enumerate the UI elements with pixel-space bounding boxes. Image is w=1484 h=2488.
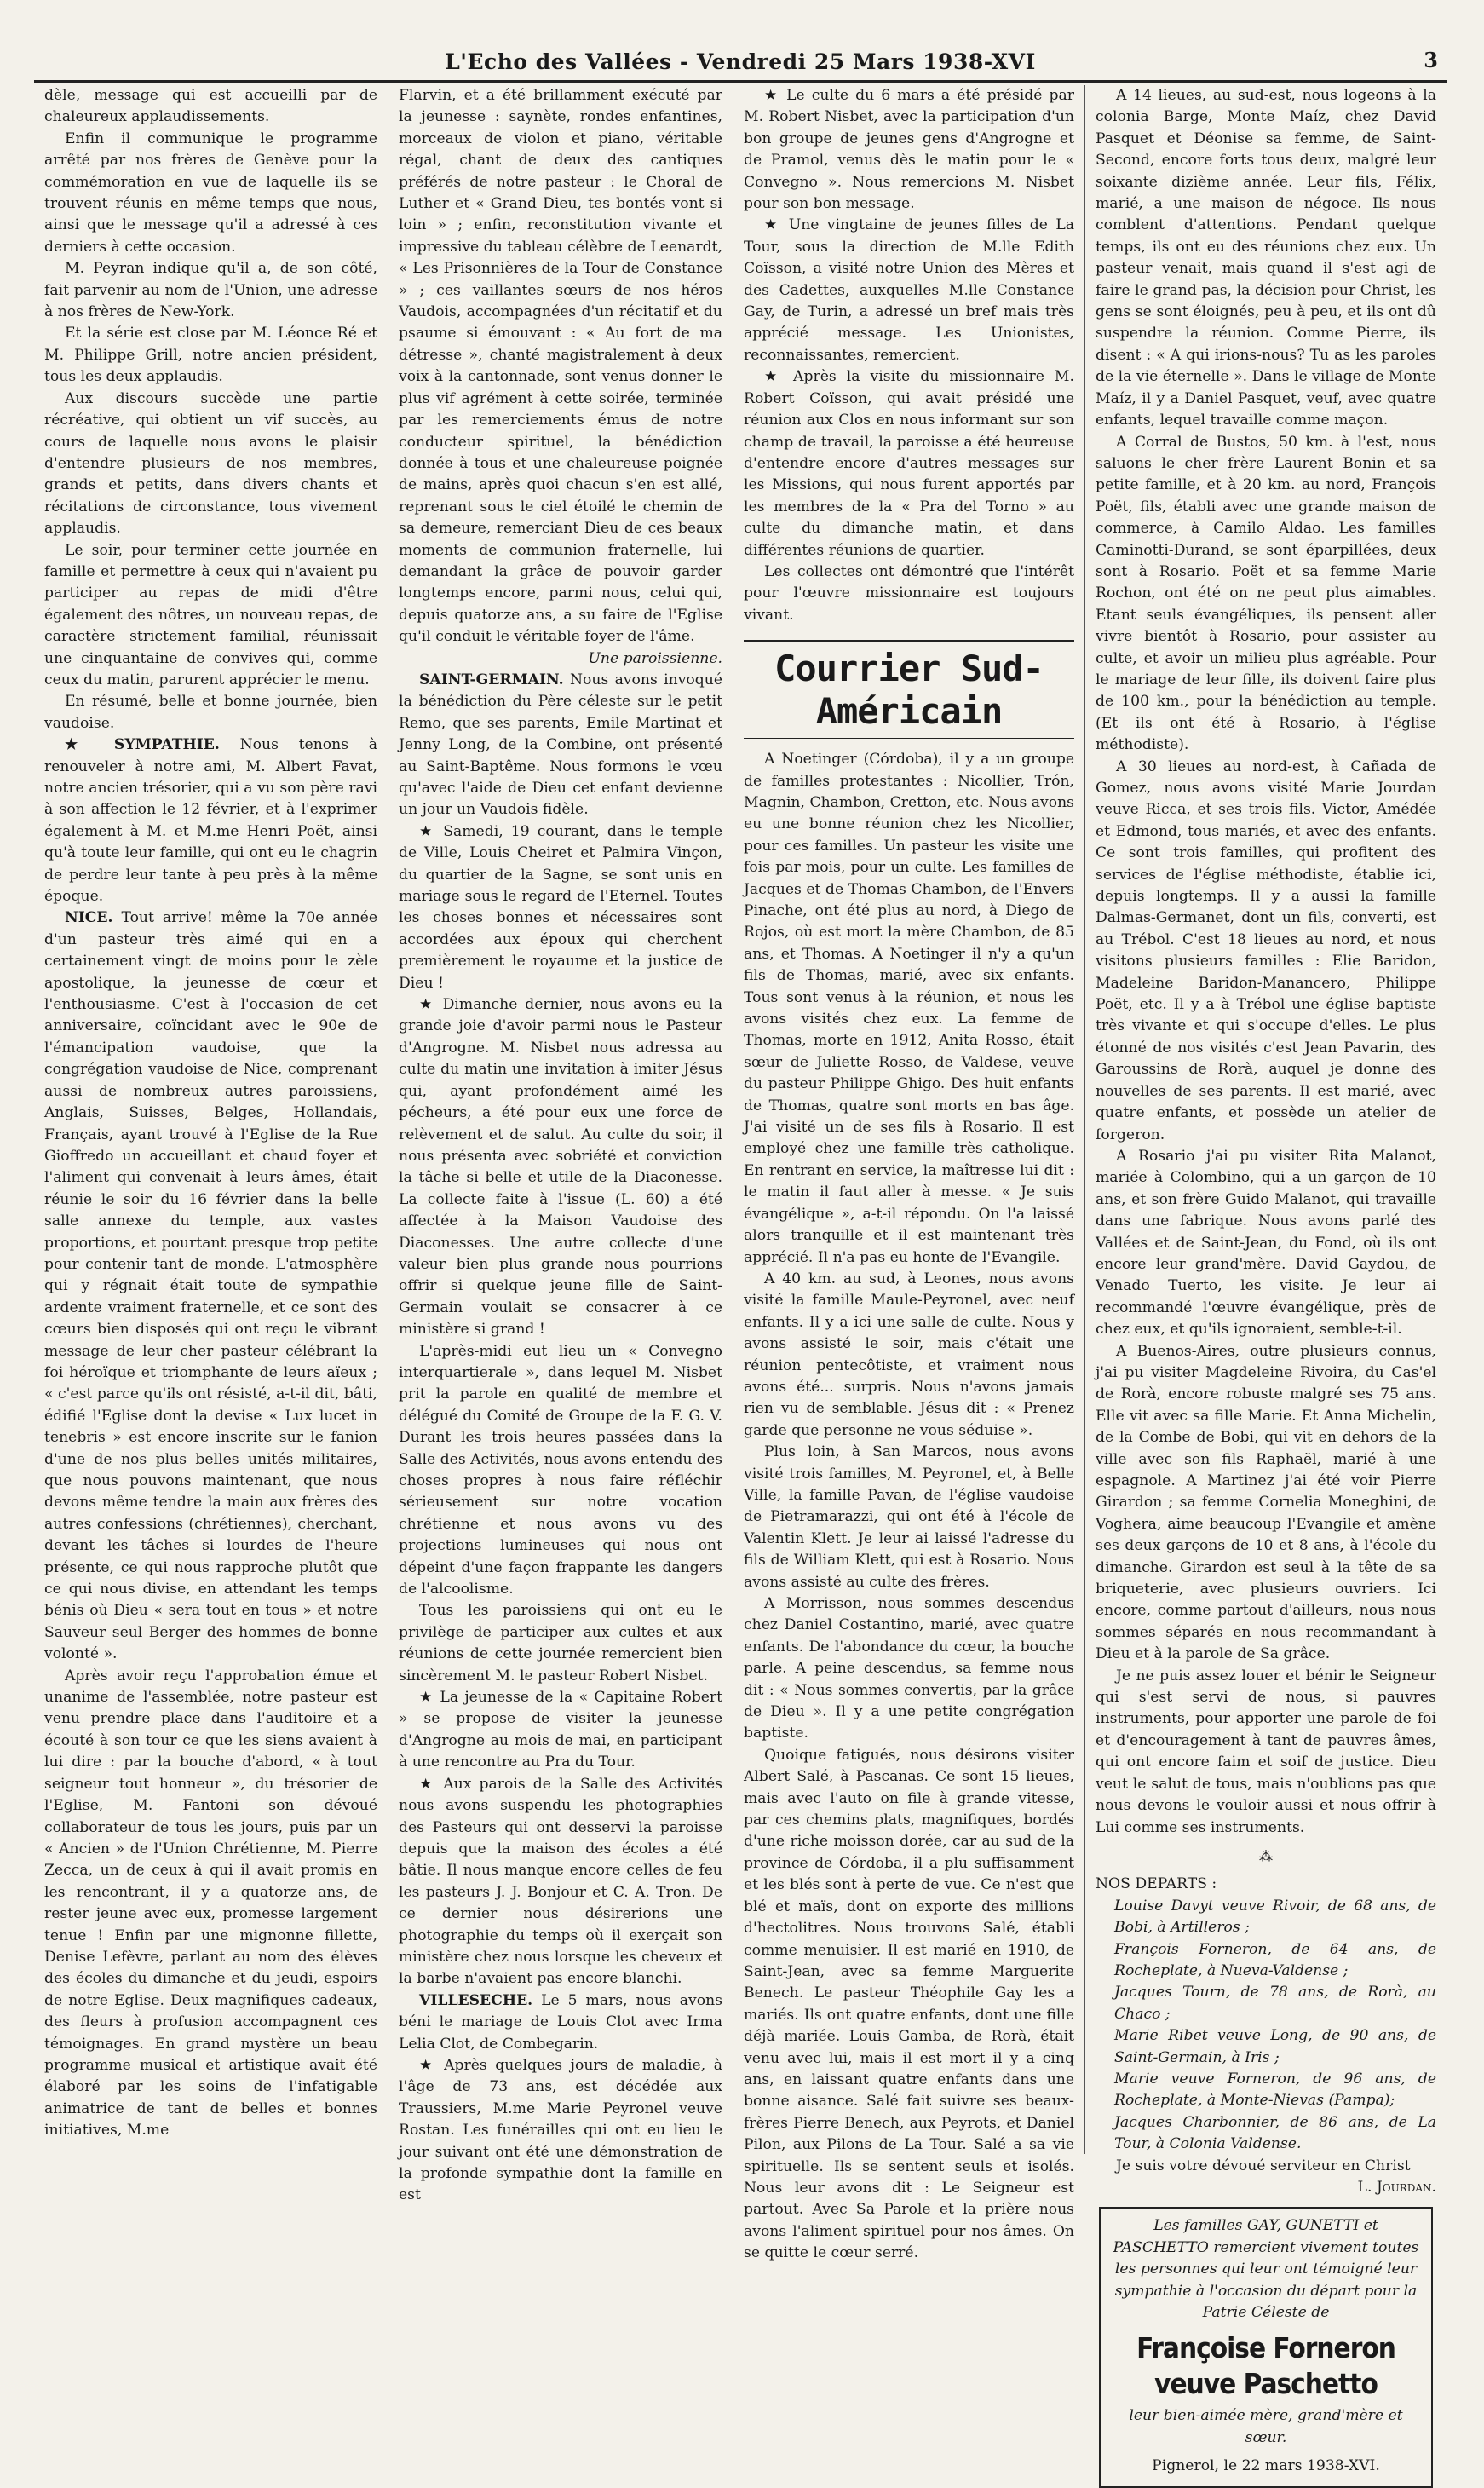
paragraph xyxy=(399,1990,722,2055)
departure-item: François Forneron, de 64 ans, de Rocheplate, à Nueva-Valdense ; xyxy=(1114,1940,1436,1979)
paragraph: Enfin il communique le programme arrêté par nos frères de Genève pour la commémoration en vue de laquelle ils se trouvent réunis en même temps que nous, ainsi que le message qu'il a adressé à ces derniers à cette occasion. xyxy=(44,130,377,256)
departure-item: Jacques Charbonnier, de 86 ans, de La Tour, à Colonia Valdense. xyxy=(1114,2113,1436,2153)
paragraph: Quoique fatigués, nous désirons visiter Albert Salé, à Pascanas. Ce sont 15 lieues, mais avec l'auto on file à grande vitesse, par ces chemins plats, magnifiques, bordés d'une riche moisson dorée, car au sud de la province de Córdoba, il a plu suffisamment et les blés sont à perte de vue. Ce n'est que blé et maïs, dont on exporte des millions d'hectolitres. Nous trouvons Salé, établi comme menuisier. Il est marié en 1910, de Saint-Jean, avec sa femme Marguerite Benech. Le pasteur Théophile Gay les a mariés. Ils ont quatre enfants, dont une fille déjà mariée. Louis Gamba, de Rorà, était venu avec lui, mais il est mort il y a cinq ans, en laissant quatre enfants dans une bonne aisance. Salé fait suivre ses beaux-frères Pierre Benech, aux Peyrots, et Daniel Pilon, aux Pilons de La Tour. Salé a sa vie spirituelle. Ils se sentent seuls et isolés. Nous leur avons dit : Le Seigneur est partout. Avec Sa Parole et la prière nous avons l'aliment spirituel pour nos âmes. On se quitte le cœur serré. xyxy=(744,1746,1074,2262)
paragraph: A 40 km. au sud, à Leones, nous avons visité la famille Maule-Peyronel, avec neuf enfants. Il y a ici une salle de culte. Nous y avons assisté le soir, mais c'était une réunion pentecôtiste, et vraiment nous avons été... surpris. Nous n'avons jamais rien vu de semblable. Jésus dit : « Prenez garde que personne ne vous séduise ». xyxy=(744,1270,1074,1439)
column-3 xyxy=(733,85,1084,2262)
paragraph: En résumé, belle et bonne journée, bien vaudoise. xyxy=(44,693,377,732)
notice-subtitle: leur bien-aimée mère, grand'mère et sœur. xyxy=(1129,2407,1403,2446)
paragraph-text: Le 5 mars, nous avons béni le mariage de Louis Clot avec Irma Lelia Clot, de Combegarin. xyxy=(399,1991,722,2053)
paragraph: M. Peyran indique qu'il a, de son côté, fait parvenir au nom de l'Union, une adresse à nos frères de New-York. xyxy=(44,260,377,321)
notice-place-date: Pignerol, le 22 mars 1938-XVI. xyxy=(1152,2457,1380,2475)
obituary-notice xyxy=(1099,2207,1433,2487)
section-heading: SAINT-GERMAIN. xyxy=(419,671,564,688)
paragraph: ★ La jeunesse de la « Capitaine Robert » se propose de visiter la jeunesse d'Angrogne au mois de mai, en participant à une rencontre au Pra du Tour. xyxy=(399,1689,722,1771)
masthead xyxy=(34,44,1447,83)
paragraph xyxy=(44,907,377,1665)
paragraph: Les collectes ont démontré que l'intérêt pour l'œuvre missionnaire est toujours vivant. xyxy=(744,562,1074,624)
paragraph: Je ne puis assez louer et bénir le Seigneur qui s'est servi de nous, si pauvres instruments, pour apporter une parole de foi et d'encouragement à tant de pauvres âmes, qui ont encore faim et soif de justice. Dieu veut le salut de tous, mais n'oublions pas que nous devons le vouloir aussi et nous offrir à Lui comme ses instruments. xyxy=(1096,1667,1436,1836)
paragraph: ★ Samedi, 19 courant, dans le temple de Ville, Louis Cheiret et Palmira Vinçon, du quartier de la Sagne, se sont unis en mariage sous le regard de l'Eternel. Toutes les choses bonnes et nécessaires sont accordées aux époux qui cherchent premièrement le royaume et la justice de Dieu ! xyxy=(399,822,722,992)
paragraph: A Morrisson, nous sommes descendus chez Daniel Costantino, marié, avec quatre enfants. De l'abondance du cœur, la bouche parle. A peine descendus, sa femme nous dit : « Nous sommes convertis, par la grâce de Dieu ». Il y a une petite congrégation baptiste. xyxy=(744,1595,1074,1742)
column-2 xyxy=(388,85,733,2204)
departure-item: Marie Ribet veuve Long, de 90 ans, de Saint-Germain, à Iris ; xyxy=(1114,2027,1436,2066)
departures-title: NOS DEPARTS : xyxy=(1096,1875,1217,1893)
departure-item: Marie veuve Forneron, de 96 ans, de Rocheplate, à Monte-Nievas (Pampa); xyxy=(1114,2070,1436,2110)
paragraph: A 14 lieues, au sud-est, nous logeons à la colonia Barge, Monte Maíz, chez David Pasquet et Déonise sa femme, de Saint-Second, encore forts tous deux, malgré leur soixante dizième année. Leur fils, Félix, marié, a une maison de négoce. Ils nous comblent d'attentions. Pendant quelque temps, ils ont eu des réunions chez eux. Un pasteur venait, mais quand il s'est agi de faire le grand pas, la décision pour Christ, les gens se sont éloignés, peu à peu, et ils ont dû suspendre la réunion. Comme Pierre, ils disent : « A qui irions-nous? Tu as les paroles de la vie éternelle ». Dans le village de Monte Maíz, il y a Daniel Pasquet, veuf, avec quatre enfants, lequel travaille comme maçon. xyxy=(1096,87,1436,429)
paragraph: ★ Après la visite du missionnaire M. Robert Coïsson, qui avait présidé une réunion aux Clos en nous informant sur son champ de travail, la paroisse a été heureuse d'entendre encore d'autres messages sur les Missions, qui nous furent apportés par les membres de la « Pra del Torno » au culte du dimanche matin, et dans différentes réunions de quartier. xyxy=(744,368,1074,559)
paragraph: A Rosario j'ai pu visiter Rita Malanot, mariée à Colombino, qui a un garçon de 10 ans, et son frère Guido Malanot, qui travaille dans une fabrique. Nous avons parlé des Vallées et de Saint-Jean, du Fond, où ils ont encore leur grand'mère. David Gaydou, de Venado Tuerto, les visite. Je leur ai recommandé l'œuvre évangélique, près de chez eux, et qu'ils ignoraient, semble-t-il. xyxy=(1096,1147,1436,1339)
asterism-divider: ⁂ xyxy=(1259,1847,1273,1864)
paragraph: A Noetinger (Córdoba), il y a un groupe de familles protestantes : Nicollier, Trón, Magnin, Chambon, Cretton, etc. Nous avons eu une bonne réunion chez les Nicollier, pour ces familles. Un pasteur les visite une fois par mois, pour un culte. Les familles de Jacques et de Thomas Chambon, de l'Envers Pinache, ont été plus au nord, à Diego de Rojos, où est mort la mère Chambon, de 85 ans, et Thomas. A Noetinger il n'y a qu'un fils de Thomas, marié, avec six enfants. Tous sont venus à la réunion, et nous les avons visités chez eux. La femme de Thomas, morte en 1912, Anita Rosso, était sœur de Juliette Rosso, de Valdese, veuve du pasteur Philippe Ghigo. Des huit enfants de Thomas, quatre sont morts en bas âge. J'ai visité un de ses fils à Rosario. Il est employé chez une famille très catholique. En rentrant en service, la maîtresse lui dit : le matin il faut aller à messe. « Je suis évangélique », a-t-il répondu. On l'a laissé alors tranquille et il est maintenant très apprécié. Il n'a pas eu honte de l'Evangile. xyxy=(744,751,1074,1266)
closing-line: Je suis votre dévoué serviteur en Christ xyxy=(1116,2157,1411,2174)
paragraph: ★ Une vingtaine de jeunes filles de La Tour, sous la direction de M.lle Edith Coïsson, a visité notre Union des Mères et des Cadettes, auxquelles M.lle Constance Gay, de Turin, a adressé un bref mais très apprécié message. Les Unionistes, reconnaissantes, remercient. xyxy=(744,216,1074,364)
page-number: 3 xyxy=(1424,48,1438,72)
newspaper-title: L'Echo des Vallées - Vendredi 25 Mars 1938-XVI xyxy=(445,49,1036,74)
signature: L. Jourdan. xyxy=(1357,2179,1436,2196)
paragraph: L'après-midi eut lieu un « Convegno interquartierale », dans lequel M. Nisbet prit la parole en qualité de membre et délégué du Comité de Groupe de la F. G. V. Durant les trois heures passées dans la Salle des Activités, nous avons entendu des choses propres à nous faire réfléchir sérieusement sur notre vocation chrétienne et nous avons vu des projections lumineuses qui nous ont dépeint d'une façon frappante les dangers de l'alcoolisme. xyxy=(399,1342,722,1598)
section-heading: ★ SYMPATHIE. xyxy=(65,736,220,754)
paragraph: ★ Dimanche dernier, nous avons eu la grande joie d'avoir parmi nous le Pasteur d'Angrogne. M. Nisbet nous adressa au culte du matin une invitation à imiter Jésus qui, ayant profondément aimé les pécheurs, a été pour eux une force de relèvement et de salut. Au culte du soir, il nous présenta avec sobriété et conviction la tâche si belle et utile de la Diaconesse. La collecte faite à l'issue (L. 60) a été affectée à la Maison Vaudoise des Diaconesses. Une autre collecte d'une valeur bien plus grande nous pourrions offrir si quelque jeune fille de Saint-Germain voulait se consacrer à ce ministère si grand ! xyxy=(399,996,722,1339)
notice-name: Françoise Forneron veuve Paschetto xyxy=(1136,2331,1395,2401)
paragraph: Le soir, pour terminer cette journée en famille et permettre à ceux qui n'avaient pu participer au repas de midi d'être également des nôtres, un nouveau repas, de caractère strictement familial, réunissait une cinquantaine de convives qui, comme ceux du matin, parurent apprécier le menu. xyxy=(44,541,377,688)
paragraph: Flarvin, et a été brillamment exécuté par la jeunesse : saynète, rondes enfantines, morceaux de violon et piano, véritable régal, chant de deux des cantiques préférés de notre pasteur : le Choral de Luther et « Grand Dieu, tes bontés vont si loin » ; enfin, reconstitution vivante et impressive du tableau célèbre de Leenardt, « Les Prisonnières de la Tour de Constance » ; ces vaillantes sœurs de nos héros Vaudois, accompagnées d'un récitatif et du psaume si émouvant : « Au fort de ma détresse », chanté magistralement à deux voix à la cantonnade, sont venus donner le plus vif agrément à cette soirée, terminée par les remerciements émus de notre conducteur spirituel, la bénédiction donnée à tous et une chaleureuse poignée de mains, après quoi chacun s'en est allé, reprenant sous le ciel étoilé le chemin de sa demeure, remerciant Dieu de ces beaux moments de communion fraternelle, lui demandant la grâce de pouvoir garder longtemps encore, parmi nous, celui qui, depuis quatorze ans, a su faire de l'Eglise qu'il conduit le véritable foyer de l'âme. xyxy=(399,87,722,646)
paragraph: ★ Le culte du 6 mars a été présidé par M. Robert Nisbet, avec la participation d'un bon groupe de jeunes gens d'Angrogne et de Pramol, venus dès le matin pour le « Convegno ». Nous remercions M. Nisbet pour son bon message. xyxy=(744,87,1074,213)
paragraph xyxy=(399,670,722,821)
section-heading: VILLESECHE. xyxy=(419,1991,533,2009)
article-columns xyxy=(34,85,1447,2475)
paragraph: A Buenos-Aires, outre plusieurs connus, j'ai pu visiter Magdeleine Rivoira, du Cas'el de Rorà, encore robuste malgré ses 75 ans. Elle vit avec sa fille Marie. Et Anna Michelin, de la Combe de Bobi, qui vit en dehors de la ville avec son fils Raphaël, marié à une espagnole. A Martinez j'ai été voir Pierre Girardon ; sa femme Cornelia Moneghini, de Voghera, aime beaucoup l'Evangile et amène ses deux garçons de 10 et 8 ans, à l'école du dimanche. Girardon est seul à la tête de sa briqueterie, avec plusieurs ouvriers. Ici encore, comme partout d'ailleurs, nous nous sommes séparés en nous recommandant à Dieu et à la parole de Sa grâce. xyxy=(1096,1342,1436,1663)
notice-text: Les familles GAY, GUNETTI et PASCHETTO remercient vivement toutes les personnes qui leur ont témoigné leur sympathie à l'occasion du départ pour la Patrie Céleste de xyxy=(1113,2217,1419,2322)
signature: Une paroissienne. xyxy=(588,649,722,667)
paragraph-text: Nous tenons à renouveler à notre ami, M. Albert Favat, notre ancien trésorier, qui a vu son père ravi à son affection le 12 février, et à l'exprimer également à M. et M.me Henri Poët, ainsi qu'à toute leur famille, qui ont eu le chagrin de perdre leur tante à peu près à la même époque. xyxy=(44,736,378,906)
departures-list xyxy=(1096,1874,1436,2155)
paragraph: dèle, message qui est accueilli par de chaleureux applaudissements. xyxy=(44,87,377,126)
section-heading: NICE. xyxy=(65,909,113,927)
section-title: Courrier Sud-Américain xyxy=(774,648,1044,733)
paragraph xyxy=(44,734,377,907)
paragraph-text: Nous avons invoqué la bénédiction du Père céleste sur le petit Remo, que ses parents, Emile Martinat et Jenny Long, de la Combine, ont présenté au Saint-Baptême. Nous formons le vœu qu'avec l'aide de Dieu cet enfant devienne un jour un Vaudois fidèle. xyxy=(399,671,722,819)
paragraph: Aux discours succède une partie récréative, qui obtient un vif succès, au cours de laquelle nous avons le plaisir d'entendre plusieurs de nos membres, grands et petits, dans divers chants et récitations de circonstance, tous vivement applaudis. xyxy=(44,389,377,538)
paragraph: Et la série est close par M. Léonce Ré et M. Philippe Grill, notre ancien président, tous les deux applaudis. xyxy=(44,325,377,386)
departure-item: Jacques Tourn, de 78 ans, de Rorà, au Chaco ; xyxy=(1114,1984,1436,2023)
paragraph-text: Tout arrive! même la 70e année d'un pasteur très aimé qui en a certainement vingt de moins pour le zèle apostolique, la jeunesse de cœur et l'enthousiasme. C'est à l'occasion de cet anniversaire, coïncidant avec le 90e de l'émancipation vaudoise, que la congrégation vaudoise de Nice, comprenant aussi de nombreux autres paroissiens, Anglais, Suisses, Belges, Hollandais, Français, ayant trouvé à l'Eglise de la Rue Gioffredo un accueillant et chaud foyer et l'aliment qui convenait à leurs âmes, était réunie le soir du 16 février dans la belle salle annexe du temple, aux vastes proportions, et pourtant presque trop petite pour contenir tant de monde. L'atmosphère qui y régnait était toute de sympathie ardente vraiment fraternelle, et ce sont des cœurs bien disposés qui ont reçu le vibrant message de leur cher pasteur célébrant la foi héroïque et triomphante de leurs aïeux ; « c'est parce qu'ils ont résisté, a-t-il dit, bâti, édifié l'Eglise dont la devise « Lux lucet in tenebris » est encore inscrite sur le fanion d'une de nos plus belles unités militaires, que nous pouvons maintenant, que nous devons même tendre la main aux frères des autres confessions (chrétiennes), cherchant, devant les tâches si lourdes de l'heure présente, ce qui nous rapproche plutôt que ce qui nous divise, en attendant les temps bénis où Dieu « sera tout en tous » et notre Sauveur seul Berger des hommes de bonne volonté ». xyxy=(44,909,377,1663)
section-title-box xyxy=(744,640,1074,739)
paragraph: Plus loin, à San Marcos, nous avons visité trois familles, M. Peyronel, et, à Belle Ville, la famille Pavan, de l'église vaudoise de Pietramarazzi, qui ont été à l'école de Valentin Klett. Je leur ai laissé l'adresse du fils de William Klett, qui est à Rosario. Nous avons assisté au culte des frères. xyxy=(744,1443,1074,1591)
column-1 xyxy=(34,85,388,2154)
paragraph: A Corral de Bustos, 50 km. à l'est, nous saluons le cher frère Laurent Bonin et sa petite famille, et à 20 km. au nord, François Poët, fils, établi avec une grande maison de commerce, à Camilo Aldao. Les familles Caminotti-Durand, se sont éparpillées, deux sont à Rosario. Poët et sa femme Marie Rochon, ont été on ne peut plus aimables. Etant seuls évangéliques, ils pensent aller vivre bientôt à Rosario, pour assister au culte, et avoir un milieu plus agréable. Pour le mariage de leur fille, ils doivent faire plus de 100 km., pour la bénédiction au temple. (Et ils ont été à Rosario, à l'église méthodiste). xyxy=(1096,433,1436,754)
paragraph: A 30 lieues au nord-est, à Cañada de Gomez, nous avons visité Marie Jourdan veuve Ricca, et ses trois fils. Victor, Amédée et Edmond, tous mariés, et avec des enfants. Ce sont trois familles, qui profitent des services de l'église méthodiste, établie ici, depuis longtemps. Il y a aussi la famille Dalmas-Germanet, dont un fils, converti, est au Trébol. C'est 18 lieues au nord, et nous visitons plusieurs familles : Elie Baridon, Madeleine Baridon-Manancero, Philippe Poët, etc. Il y a à Trébol une église baptiste très vivante et qui s'occupe d'elles. Le plus étonné de nos visités c'est Jean Pavarin, des Garoussins de Rorà, auquel je donne des nouvelles de ses parents. Il est marié, avec quatre enfants, et possède un atelier de forgeron. xyxy=(1096,757,1436,1143)
paragraph: ★ Aux parois de la Salle des Activités nous avons suspendu les photographies des Pasteurs qui ont desservi la paroisse depuis que la maison des écoles a été bâtie. Il nous manque encore celles de feu les pasteurs J. J. Bonjour et C. A. Tron. De ce dernier nous désirerions une photographie du temps où il exerçait son ministère chez nous lorsque les cheveux et la barbe n'avaient pas encore blanchi. xyxy=(399,1775,722,1988)
column-4 xyxy=(1084,85,1447,2475)
paragraph: Tous les paroissiens qui ont eu le privilège de participer aux cultes et aux réunions de cette journée remercient bien sincèrement M. le pasteur Robert Nisbet. xyxy=(399,1602,722,1685)
departure-item: Louise Davyt veuve Rivoir, de 68 ans, de Bobi, à Artilleros ; xyxy=(1114,1897,1436,1937)
paragraph: ★ Après quelques jours de maladie, à l'âge de 73 ans, est décédée aux Traussiers, M.me Marie Peyronel veuve Rostan. Les funérailles qui ont eu lieu le jour suivant ont été une démonstration de la profonde sympathie dont la famille en est xyxy=(399,2056,722,2204)
paragraph: Après avoir reçu l'approbation émue et unanime de l'assemblée, notre pasteur est venu prendre place dans l'auditoire et a écouté à son tour ce que les siens avaient à lui dire : par la bouche d'abord, « à tout seigneur tout honneur », du trésorier de l'Eglise, M. Fantoni son dévoué collaborateur de tous les jours, puis par un « Ancien » de l'Union Chrétienne, M. Pierre Zecca, un de ceux à qui il avait promis en les rencontrant, il y a quatorze ans, de rester jeune avec eux, promesse largement tenue ! Enfin par une mignonne fillette, Denise Lefèvre, parlant au nom des élèves des écoles du dimanche et du jeudi, espoirs de notre Eglise. Deux magnifiques cadeaux, des fleurs à profusion accompagnent ces témoignages. En grand mystère un beau programme musical et artistique avait été élaboré par les soins de l'infatigable animatrice de tant de belles et bonnes initiatives, M.me xyxy=(44,1667,377,2140)
